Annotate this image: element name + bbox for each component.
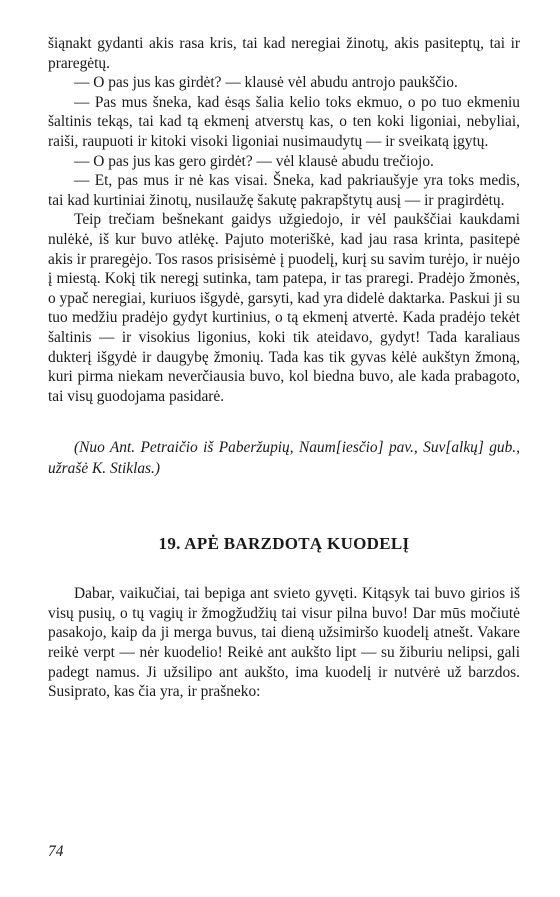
page-number: 74 [48,843,64,860]
paragraph-third-bird-answer: — Et, pas mus ir nė kas visai. Šneka, kad pakriaušyje yra toks medis, tai kad kurtiniai žinotų, nusilaužę šakutę pakrapštytų ausį — ir pragirdėtų. [48,172,520,209]
source-attribution: (Nuo Ant. Petraičio iš Paberžupių, Naum[iesčio] pav., Suv[alkų] gub., užrašė K. Stiklas.) [48,439,520,477]
paragraph-story-start: Dabar, vaikučiai, tai bepiga ant svieto gyvęti. Kitąsyk tai buvo girios iš visų pusių, o tų vagių ir žmogžudžių tai visur pilna buvo! Dar mūs močiutė pasakojo, kaip da ji merga buvus, tai dieną užsimiršo kuodelį atnešt. Vakare reikė verpt — nėr kuodelio! Reikė ant aukšto lipt — su žiburiu nelipsi, gali padegt namus. Ji užsilipo ant aukšto, ima kuodelį ir nutvėrė už barzdos. Susiprato, kas čia yra, ir prašneko: [48,585,520,701]
paragraph-dialogue-third-bird: — O pas jus kas gero girdėt? — vėl klausė abudu trečiojo. [74,152,434,170]
section-title: 19. APĖ BARZDOTĄ KUODELĮ [158,534,410,554]
paragraph-story-ending: Teip trečiam bešnekant gaidys užgiedojo, ir vėl paukščiai kaukdami nulėkė, iš kur buvo atlėkę. Pajuto moteriškė, kad jau rasa krinta, pasitepė akis ir praregėjo. Tos rasos prisisėmė į puodelį, kurį su savim turėjo, ir nuėjo į miestą. Kokį tik neregį sutinka, tam patepa, ir tas praregi. Pradėjo žmonės, o ypač neregiai, kuriuos išgydė, garsyti, kad yra didelė daktarka. Paskui ji su tuo medžiu pradėjo gydyt kurtinius, o tą ekmenį atvertė. Kada pradėjo tekėt šaltinis — ir visokius ligonius, koki tik ateidavo, gydyt! Tada karaliaus dukterį išgydė ir daugybę žmonių. Tada kas tik gyvas kėlė aukštyn žmoną, kuri pirma niekam neverčiausia buvo, kol biedna buvo, ale kada prabagoto, tai visų guodojama pasidarė. [48,211,520,405]
paragraph-dialogue-second-bird: — O pas jus kas girdėt? — klausė vėl abudu antrojo paukščio. [74,74,458,92]
paragraph-continuation: šiąnakt gydanti akis rasa kris, tai kad neregiai žinotų, akis pasiteptų, tai ir praregėtų. [48,35,520,72]
paragraph-second-bird-answer: — Pas mus šneka, kad ėsąs šalia kelio toks ekmuo, o po tuo ekmeniu šaltinis tekąs, tai kad tą ekmenį atverstų kas, o ten koki ligoniai, nebyliai, raiši, raupuoti ir kitoki visoki ligoniai nusimaudytų — ir sveikatą įgytų. [48,93,520,150]
